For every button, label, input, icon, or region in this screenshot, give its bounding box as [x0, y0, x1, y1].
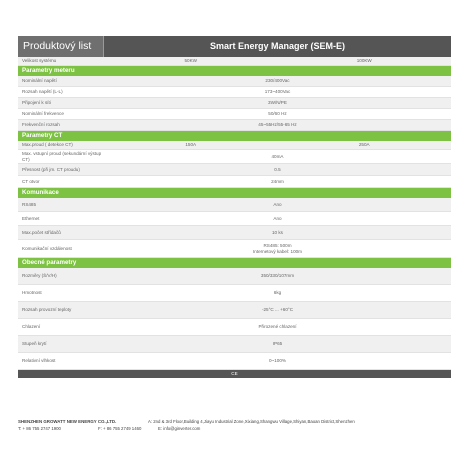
section-general-parameters: Obecné parametry — [18, 258, 451, 268]
spec-label: Frekvenční rozsah — [22, 122, 60, 128]
spec-value: 6kg — [273, 290, 282, 296]
spec-value — [104, 243, 451, 254]
spec-row — [18, 141, 451, 150]
spec-label: Relativní vlhkost — [22, 358, 56, 364]
spec-value: 0~100% — [269, 358, 286, 364]
company-phone: T: + 86 755 2747 1900 — [18, 426, 61, 431]
spec-value: 24mm — [271, 178, 284, 184]
section-communication: Komunikace — [18, 188, 451, 198]
spec-label: Komunikační vzdálenost — [22, 245, 72, 251]
spec-label: Připojení k síti — [22, 100, 51, 106]
spec-value-100kw: 250A — [358, 142, 370, 148]
system-size-100kw: 100KW — [356, 58, 372, 64]
spec-label: Rozměry (Š/V/H) — [22, 273, 57, 279]
spec-label: Přesnost (při jm. CT proudu) — [22, 166, 80, 172]
spec-row — [18, 150, 451, 164]
spec-label: Hmotnost — [22, 290, 42, 296]
system-size-row — [18, 57, 451, 66]
spec-value: -25°C ... +60°C — [261, 307, 294, 313]
spec-row — [18, 98, 451, 109]
spec-row — [18, 240, 451, 258]
spec-label: Ethernet — [22, 215, 40, 221]
spec-label: CT otvor — [22, 178, 40, 184]
spec-value: 45~55Hz/55-65 Hz — [258, 122, 297, 128]
spec-row — [18, 353, 451, 370]
spec-row — [18, 212, 451, 226]
spec-value: 230/400Vac — [265, 78, 290, 84]
spec-value: Přirozené chlazení — [258, 324, 297, 330]
datasheet-header — [18, 36, 451, 57]
product-datasheet — [18, 36, 451, 378]
spec-row — [18, 198, 451, 212]
spec-row — [18, 336, 451, 353]
spec-row — [18, 164, 451, 176]
spec-value: 350/330/107mm — [260, 273, 295, 279]
spec-value-50kw: 150A — [185, 142, 197, 148]
spec-label: Nominální napětí — [22, 78, 57, 84]
spec-row — [18, 87, 451, 98]
spec-label: Chlazení — [22, 324, 41, 330]
product-name: Smart Energy Manager (SEM-E) — [104, 36, 451, 57]
company-fax: F: + 86 755 2749 1460 — [98, 426, 142, 431]
spec-row — [18, 76, 451, 87]
company-name: SHENZHEN GROWATT NEW ENERGY CO.,LTD. — [18, 419, 117, 424]
spec-value: 0.5 — [274, 166, 281, 172]
spec-row — [18, 285, 451, 302]
spec-row — [18, 302, 451, 319]
spec-value: Ano — [273, 201, 282, 207]
spec-value: IP65 — [272, 341, 283, 347]
spec-value: 10 ks — [272, 229, 283, 235]
spec-row — [18, 120, 451, 131]
spec-value: 40mA — [271, 153, 284, 159]
section-meter-parameters: Parametry meteru — [18, 66, 451, 76]
spec-value: Ano — [273, 215, 282, 221]
spec-label: Rozsah provozní teploty — [22, 307, 72, 313]
spec-label: Nominální frekvence — [22, 111, 64, 117]
certification-bar: CE — [18, 370, 451, 378]
system-size-50kw: 50KW — [184, 58, 197, 64]
spec-value-line: RS485: 500m — [263, 243, 292, 248]
spec-label: Rozsah napětí (L-L) — [22, 89, 63, 95]
spec-value: 3W/N/PE — [268, 100, 287, 106]
company-address: A: 2nd & 3rd Floor,Building 4,Jiayu Industrial Zone,Xixiang,Shangwu Village,Shiyan,Baoan District,Shenzhen — [148, 419, 355, 424]
section-ct-parameters: Parametry CT — [18, 131, 451, 141]
spec-row — [18, 226, 451, 240]
spec-label: Stupeň krytí — [22, 341, 47, 347]
spec-value-line: Internetový kabel: 100m — [252, 248, 303, 254]
spec-label: Max. vstupní proud (sekundární výstup CT) — [22, 151, 102, 162]
system-size-label: Velikost systému — [22, 58, 57, 64]
spec-value: 50/60 Hz — [268, 111, 287, 117]
spec-label: Max.proud ( detekce CT) — [22, 142, 73, 148]
spec-row — [18, 268, 451, 285]
spec-row — [18, 176, 451, 188]
spec-label: RS485 — [22, 201, 37, 207]
spec-value: 173~400Vac — [264, 89, 291, 95]
company-email: E: info@ginverter.com — [158, 426, 201, 431]
company-footer — [18, 418, 458, 432]
spec-row — [18, 109, 451, 120]
datasheet-title: Produktový list — [18, 36, 104, 57]
spec-label: Max.počet střídačů — [22, 229, 61, 235]
spec-row — [18, 319, 451, 336]
